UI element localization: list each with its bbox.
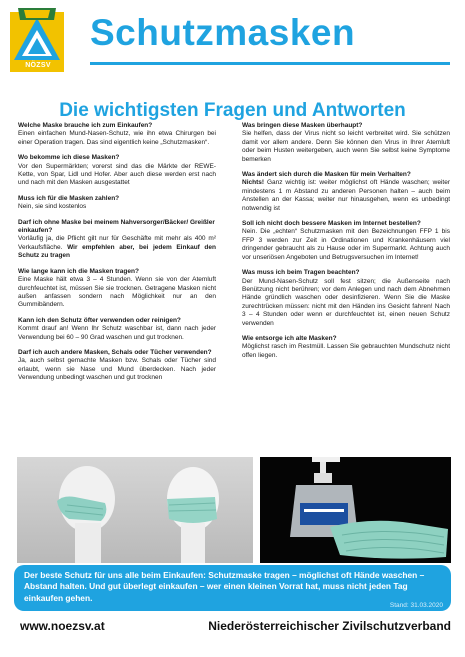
- logo-text: NÖZSV: [25, 62, 51, 69]
- question: Wie entsorge ich alte Masken?: [242, 334, 337, 342]
- answer: Eine Maske hält etwa 3 – 4 Stunden. Wenn sie von der Atemluft durchfeuchtet ist, müssen Sie sie trocknen. Getragene Masken nicht außen anfassen sondern nach Möglichkeit nur an den Gummibändern.: [18, 276, 216, 309]
- disinfectant-bottle-icon: [260, 457, 451, 563]
- page-title: Schutzmasken: [90, 12, 356, 53]
- answer: Sie helfen, dass der Virus nicht so leicht verbreitet wird. Sie schützen damit vor allem andere. Denn Sie können den Virus in Ihrer Atemluft oder beim Husten weitergeben, auch wenn Sie selbst keine Symptome bemerken: [242, 130, 450, 163]
- qa-item: [18, 195, 216, 212]
- qa-item: [18, 317, 216, 342]
- answer: [242, 179, 450, 213]
- answer: Vor den Supermärkten; vorerst sind das die Märkte der REWE-Kette, von Spar, Lidl und Hofer. Aber auch diese werden erst nach und nach mit den Masken ausgestattet: [18, 162, 216, 187]
- banner-text: Der beste Schutz für uns alle beim Einkaufen: Schutzmaske tragen – möglichst oft Hände waschen – Abstand halten. Und gut überlegt einkaufen – wer einen kleinen Vorrat hat, muss nicht jeden Tag einkaufen gehen.: [24, 570, 425, 603]
- disinfectant-masks-photo: [260, 457, 451, 563]
- mannequin-heads-icon: [17, 457, 253, 563]
- footer-website-link[interactable]: www.noezsv.at: [20, 619, 105, 633]
- answer: Nein. Die „echten“ Schutzmasken mit den Bezeichnungen FFP 1 bis FFP 3 werden zur Zeit in Ordinationen und Krankenhäusern viel dringender gebraucht als zu Hause oder im Supermarkt. Achtung auch vor unseriösen Angeboten und Betrugsversuchen im Internet!: [242, 228, 450, 261]
- answer: [18, 235, 216, 260]
- qa-item: [18, 122, 216, 147]
- qa-item: [18, 268, 216, 310]
- question: Darf ich auch andere Masken, Schals oder Tücher verwenden?: [18, 348, 212, 356]
- left-column: [18, 122, 216, 390]
- question: Welche Maske brauche ich zum Einkaufen?: [18, 122, 153, 129]
- question: Soll ich nicht doch bessere Masken im Internet bestellen?: [242, 220, 421, 228]
- mannequin-masks-photo: [17, 457, 253, 563]
- answer: Einen einfachen Mund-Nasen-Schutz, wie ihn etwa Chirurgen bei einer Operation tragen. Das sind eigentlich keine „Schutzmasken“.: [18, 130, 216, 146]
- answer-emphasis: Nichts!: [242, 179, 265, 187]
- qa-item: [242, 269, 450, 328]
- answer-emphasis: Wir empfehlen aber, bei jedem Einkauf den Schutz zu tragen: [18, 243, 216, 260]
- right-column: [242, 122, 450, 367]
- question: Was ändert sich durch die Masken für mein Verhalten?: [242, 171, 411, 179]
- question: Was muss ich beim Tragen beachten?: [242, 269, 360, 277]
- page-subtitle: Die wichtigsten Fragen und Antworten: [59, 100, 406, 121]
- qa-item: [18, 349, 216, 383]
- qa-item: [242, 335, 450, 360]
- header: [0, 0, 465, 80]
- answer: Der Mund-Nasen-Schutz soll fest sitzen; die Außenseite nach Benützung nicht berühren; vor dem Anlegen und nach dem Abnehmen Hände gründlich waschen oder desinfizieren. Wenn Sie die Maske zurechtrücken müssen: nicht mit den Händen ins Gesicht fahren! Nach 3 – 4 Stunden oder wenn er durchfeuchtet ist, einen neuen Schutz verwenden: [242, 277, 450, 327]
- qa-item: [242, 122, 450, 164]
- footer: [0, 614, 465, 644]
- answer: Ja, auch selbst gemachte Masken bzw. Schals oder Tücher sind erlaubt, wenn sie Nase und Mund überdecken. Nach jeder Verwendung unbedingt waschen und gut trocknen: [18, 357, 216, 382]
- qa-item: [242, 220, 450, 262]
- footer-organization: Niederösterreichischer Zivilschutzverband: [208, 619, 451, 633]
- stand-date: Stand: 31.03.2020: [389, 602, 443, 609]
- question: Darf ich ohne Maske bei meinem Nahversorger/Bäcker/ Greißler einkaufen?: [18, 218, 215, 235]
- qa-item: [18, 219, 216, 261]
- noezsv-logo: [10, 8, 66, 74]
- question: Muss ich für die Masken zahlen?: [18, 194, 120, 202]
- title-underline: [90, 62, 450, 65]
- qa-item: [18, 154, 216, 188]
- question: Wo bekomme ich diese Masken?: [18, 154, 120, 162]
- question: Was bringen diese Masken überhaupt?: [242, 122, 363, 129]
- answer-text: Vorläufig ja, die Pflicht gilt nur für Geschäfte mit mehr als 400 m² Verkaufsfläche.: [18, 235, 216, 251]
- answer: Nein, sie sind kostenlos: [18, 203, 87, 211]
- answer: Möglichst rasch im Restmüll. Lassen Sie gebrauchten Mundschutz nicht offen liegen.: [242, 343, 450, 359]
- question: Wie lange kann ich die Masken tragen?: [18, 267, 139, 275]
- question: Kann ich den Schutz öfter verwenden oder reinigen?: [18, 316, 181, 324]
- answer-text: Ganz wichtig ist: weiter möglichst oft Hände waschen; weiter mindestens 1 m Abstand zu anderen Personen halten – auch beim Anstellen an der Kassa; weiter nur hinausgehen, wenn es unbedingt notwendig ist: [242, 179, 450, 212]
- qa-item: [242, 171, 450, 213]
- summary-banner: [14, 565, 451, 611]
- answer: Kommt drauf an! Wenn Ihr Schutz waschbar ist, dann nach jeder Verwendung bei 60 – 90 Grad waschen und gut trocknen.: [18, 325, 216, 341]
